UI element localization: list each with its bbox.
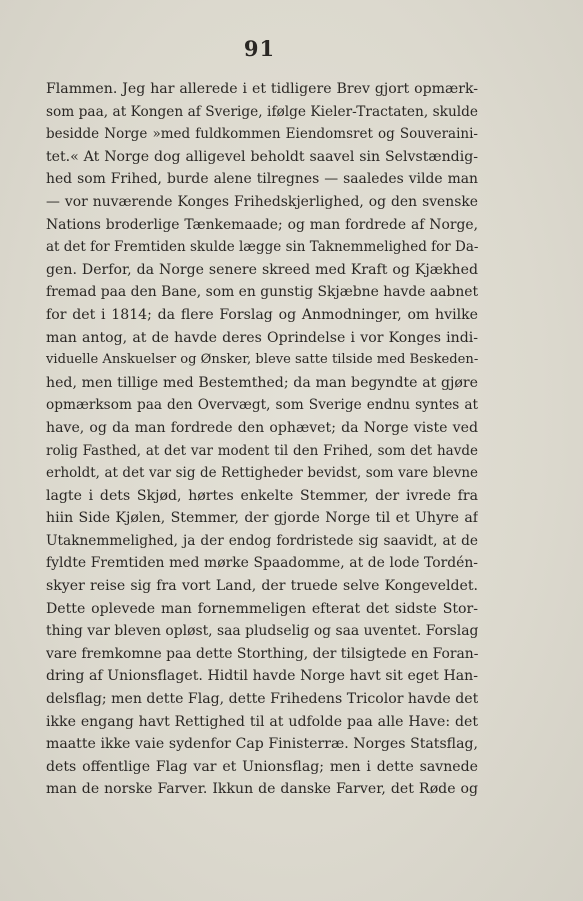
text-line: Utaknemmelighed, ja der endog fordristede sig saavidt, at de xyxy=(46,532,478,549)
text-line: tet.« At Norge dog alligevel beholdt saavel sin Selvstændig- xyxy=(46,148,478,165)
text-line: ikke engang havt Rettighed til at udfolde paa alle Have: det xyxy=(46,713,478,730)
text-line: opmærksom paa den Overvægt, som Sverige endnu syntes at xyxy=(46,397,478,414)
text-line: maatte ikke vaie sydenfor Cap Finisterræ. Norges Statsflag, xyxy=(46,736,478,753)
text-line: besidde Norge »med fuldkommen Eiendomsret og Souveraini- xyxy=(46,126,478,143)
text-line: at det for Fremtiden skulde lægge sin Taknemmelighed for Da- xyxy=(46,239,478,256)
text-line: dets offentlige Flag var et Unionsflag; men i dette savnede xyxy=(46,758,478,775)
body-text xyxy=(46,78,478,801)
text-line: erholdt, at det var sig de Rettigheder bevidst, som vare blevne xyxy=(46,465,478,482)
text-line: delsflag; men dette Flag, dette Frihedens Tricolor havde det xyxy=(46,691,478,708)
text-line: lagte i dets Skjød, hørtes enkelte Stemmer, der ivrede fra xyxy=(46,487,478,504)
text-line: have, og da man fordrede den ophævet; da Norge viste ved xyxy=(46,419,478,436)
text-line: hed som Frihed, burde alene tilregnes — saaledes vilde man xyxy=(46,171,478,188)
text-line: man antog, at de havde deres Oprindelse i vor Konges indi- xyxy=(46,329,478,346)
text-line: fyldte Fremtiden med mørke Spaadomme, at de lode Tordén- xyxy=(46,555,478,572)
text-line: hiin Side Kjølen, Stemmer, der gjorde Norge til et Uhyre af xyxy=(46,510,478,527)
text-line: fremad paa den Bane, som en gunstig Skjæbne havde aabnet xyxy=(46,284,478,301)
text-line: Dette oplevede man fornemmeligen efterat det sidste Stor- xyxy=(46,600,478,617)
text-line: rolig Fasthed, at det var modent til den Frihed, som det havde xyxy=(46,442,478,459)
page-number: 91 xyxy=(243,36,276,61)
text-line: Nations broderlige Tænkemaade; og man fordrede af Norge, xyxy=(46,216,478,233)
text-line: — vor nuværende Konges Frihedskjerlighed, og den svenske xyxy=(46,193,478,210)
text-line: for det i 1814; da flere Forslag og Anmodninger, om hvilke xyxy=(46,306,478,323)
text-line: Flammen. Jeg har allerede i et tidligere Brev gjort opmærk- xyxy=(46,81,478,97)
text-line: vare fremkomne paa dette Storthing, der tilsigtede en Foran- xyxy=(46,645,478,662)
text-line: man de norske Farver. Ikkun de danske Farver, det Røde og xyxy=(46,781,478,798)
text-line: thing var bleven opløst, saa pludselig og saa uventet. Forslag xyxy=(46,623,478,640)
text-line: gen. Derfor, da Norge senere skreed med Kraft og Kjækhed xyxy=(46,261,478,278)
text-line: viduelle Anskuelser og Ønsker, bleve satte tilside med Beskeden- xyxy=(46,352,478,368)
text-line: hed, men tillige med Bestemthed; da man begyndte at gjøre xyxy=(46,374,478,391)
text-line: som paa, at Kongen af Sverige, ifølge Kieler-Tractaten, skulde xyxy=(46,103,478,120)
text-line: skyer reise sig fra vort Land, der truede selve Kongeveldet. xyxy=(46,578,478,595)
text-line: dring af Unionsflaget. Hidtil havde Norge havt sit eget Han- xyxy=(46,668,478,685)
